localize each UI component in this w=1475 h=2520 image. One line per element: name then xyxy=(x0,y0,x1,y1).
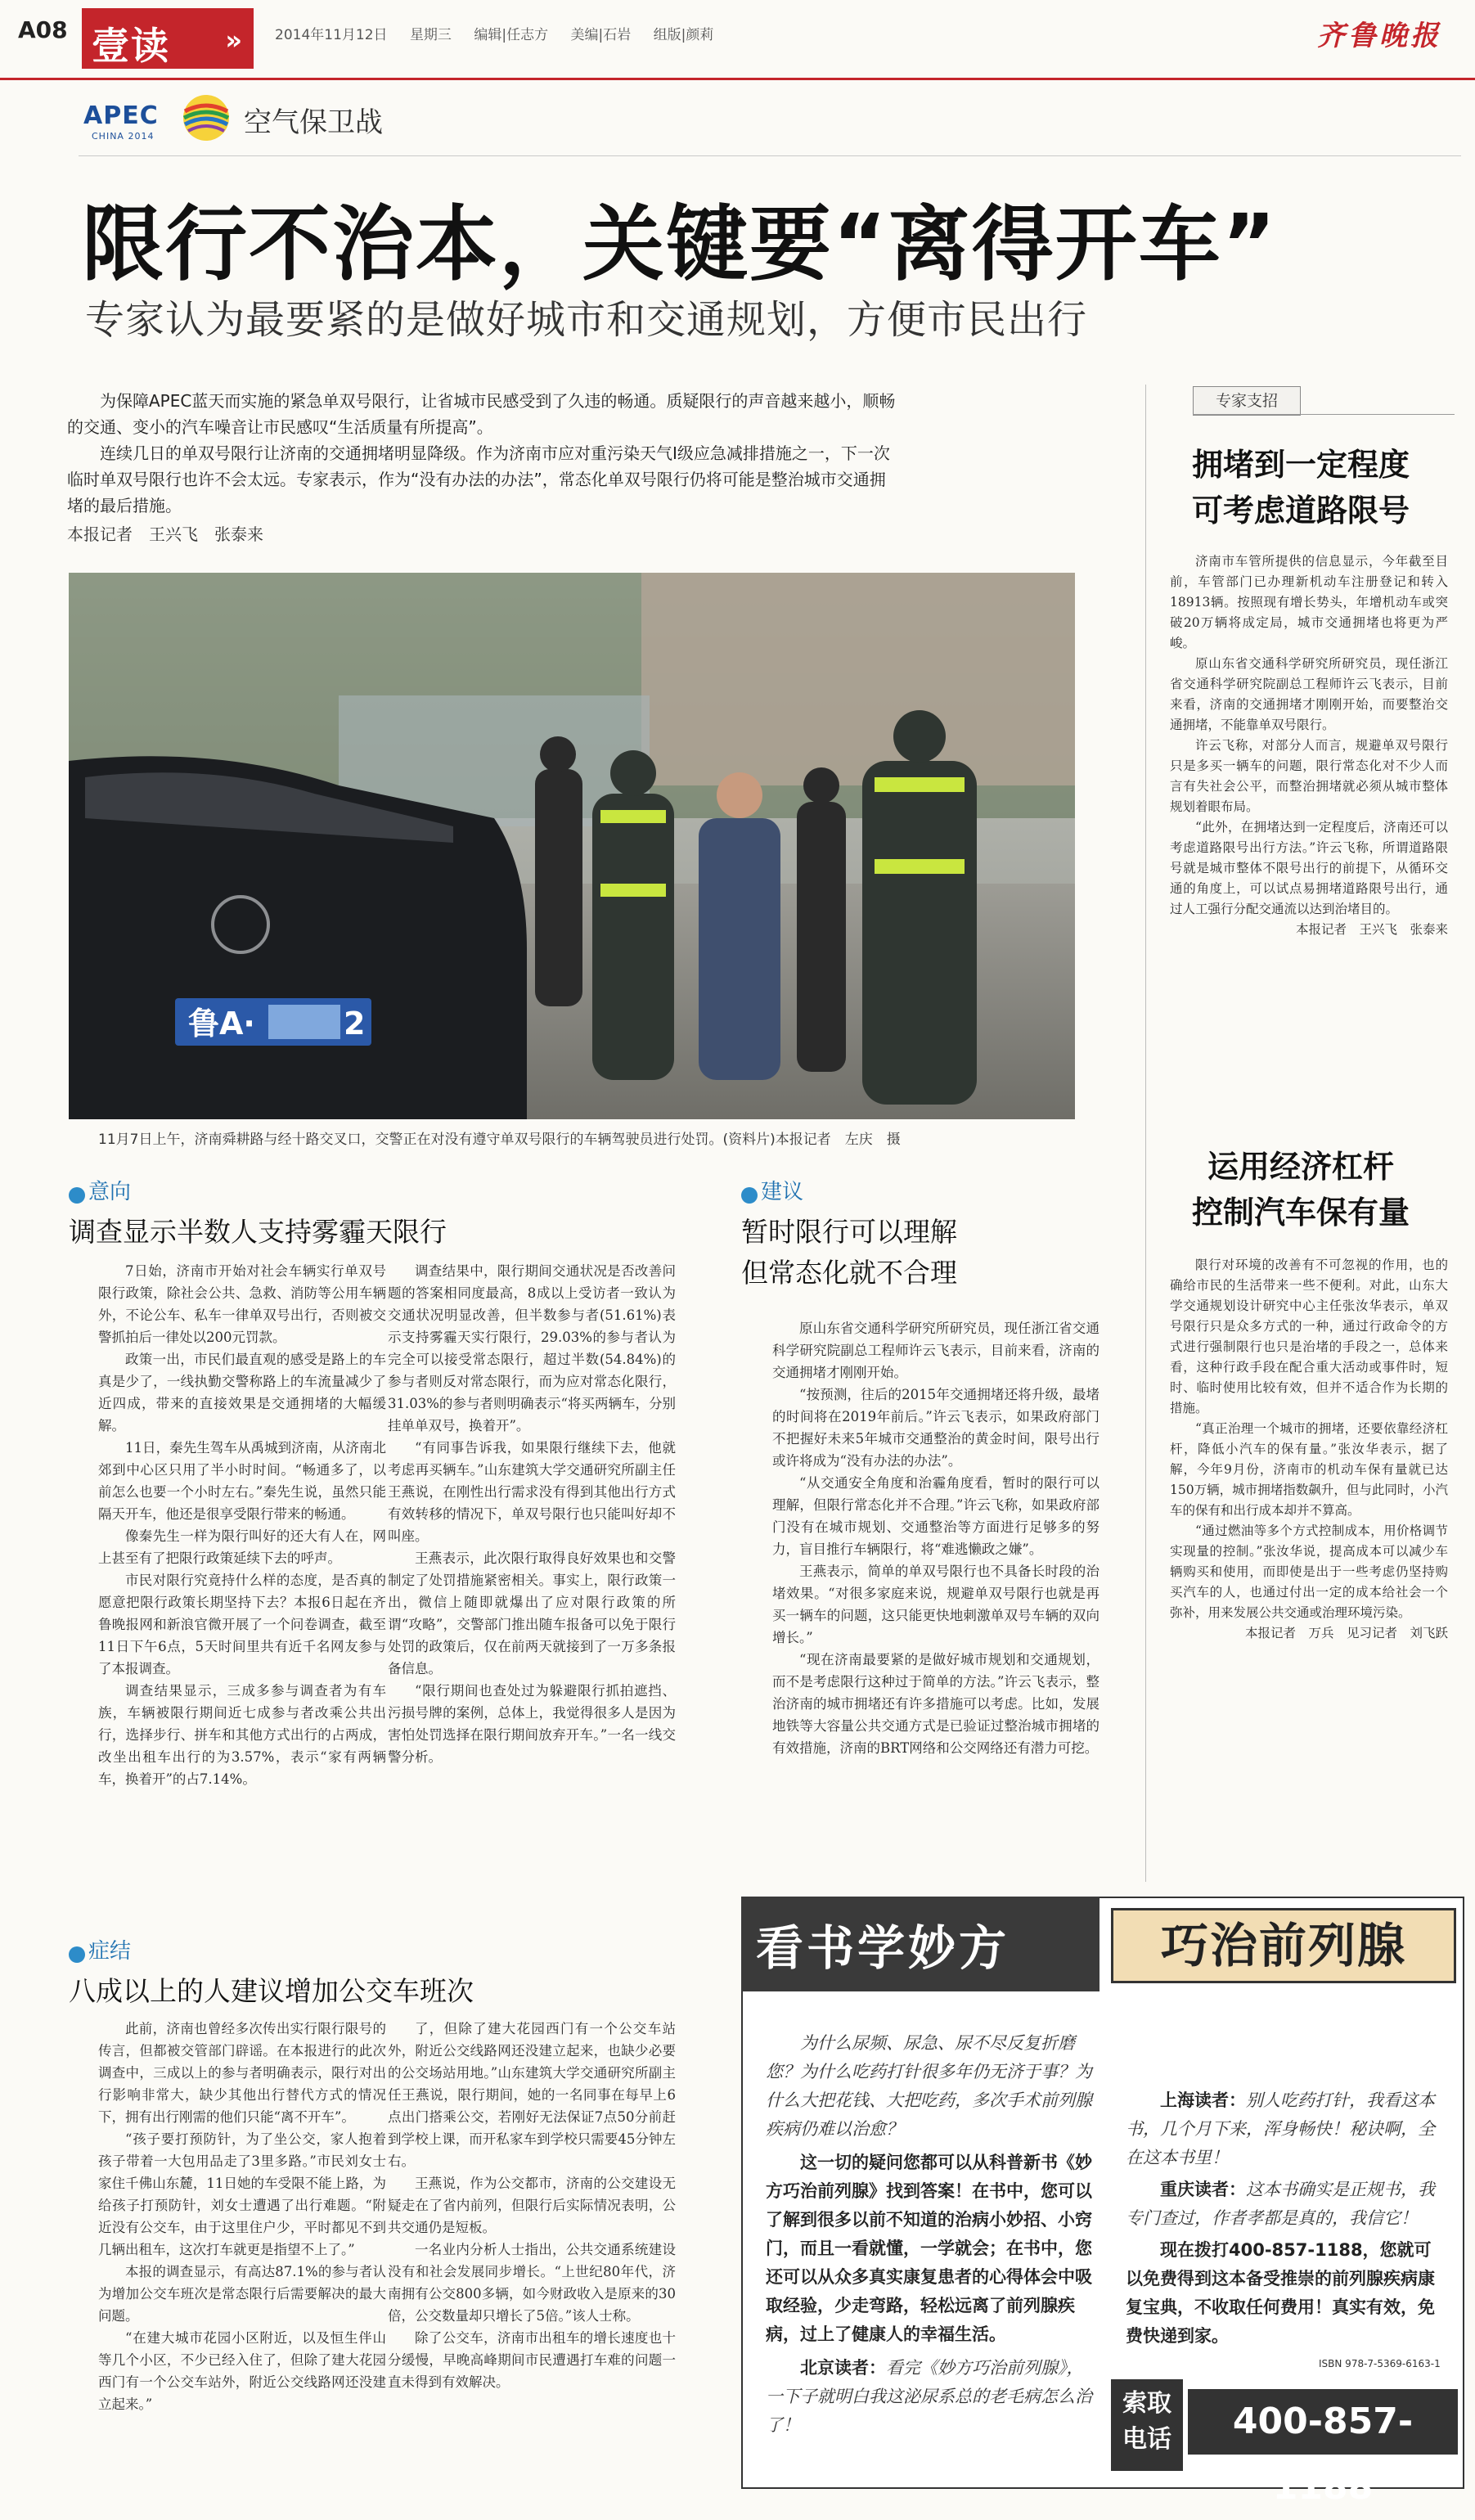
paragraph: 王燕表示，此次限行取得良好效果也和交警制定了处罚措施紧密相关。事实上，限行政策一出，微信上随即就爆出了应对限行政策的所谓“攻略”，交警部门推出随车报备可以免于限行处罚的政策后，仅在前两天就接到了一万多条报备信息。 xyxy=(388,1550,676,1676)
issue-designer: 美编|石岩 xyxy=(570,27,632,43)
ad-testimonial xyxy=(766,2354,1093,2440)
ad-offer: 现在拨打400-857-1188，您就可以免费得到这本备受推崇的前列腺疾病康复宝典，不收取任何费用！真实有效，免费快递到家。 xyxy=(1126,2240,1435,2346)
ad-isbn: ISBN 978-7-5369-6163-1 xyxy=(1319,2358,1441,2369)
photo-caption: 11月7日上午，济南舜耕路与经十路交叉口，交警正在对没有遵守单双号限行的车辆驾驶员进行处罚。(资料片)本报记者 左庆 摄 xyxy=(98,1132,901,1148)
license-plate-prefix: 鲁A· xyxy=(188,1006,255,1042)
sidebar-title-line: 运用经济杠杆 xyxy=(1207,1149,1394,1185)
paragraph: 王燕说，作为公交都市，济南的公交建设无疑走在了省内前列，但限行后实际情况表明，公共交通仍是短板。 xyxy=(388,2176,676,2235)
ad-intro: 为什么尿频、尿急、尿不尽反复折磨您？为什么吃药打针很多年仍无济于事？为什么大把花钱、大把吃药，多次手术前列腺疾病仍难以治愈？ xyxy=(766,2033,1092,2139)
ad-reader-name: 重庆读者： xyxy=(1160,2180,1246,2199)
paragraph: 调查结果中，限行期间交通状况是否改善问题的答案相同度最高，8成以上受访者一致认为交通状况明显改善，但半数参与者(51.61%)表示支持雾霾天实行限行，29.03%的参与者认为完全可以接受常态限行，超过半数(54.84%)的参与者则反对常态限行，而为应对常态化限行，31.03%的参与者则明确表示“将买两辆车，分别挂单单双号，换着开”。 xyxy=(388,1263,676,1433)
paragraph: 限行对环境的改善有不可忽视的作用，也的确给市民的生活带来一些不便利。对此，山东大学交通规划设计研究中心主任张汝华表示，单双号限行只是众多方式的一种，通过行政命令的方式进行强制限行也只是治堵的手段之一，总体来看，这种行政手段在配合重大活动或事件时，短时、临时使用比较有效，但并不适合作为长期的措施。 xyxy=(1170,1258,1448,1415)
section-label: 建议 xyxy=(761,1180,804,1204)
issue-weekday: 星期三 xyxy=(409,27,452,43)
sidebar-title-line: 可考虑道路限号 xyxy=(1191,493,1410,529)
ad-hotline-number[interactable]: 400-857-1188 xyxy=(1188,2389,1458,2455)
apec-logo-subtext: CHINA 2014 xyxy=(92,131,155,142)
section-label: 壹读 xyxy=(92,24,170,68)
paragraph: 除了公交车，济南市出租车的增长速度也十分缓慢，早晚高峰期间市民遭遇打车难的问题一直未得到有效解决。 xyxy=(388,2330,676,2390)
section-title: 调查显示半数人支持雾霾天限行 xyxy=(69,1216,447,1248)
issue-date: 2014年11月12日 xyxy=(275,27,388,43)
section-title: 八成以上的人建议增加公交车班次 xyxy=(69,1975,474,2007)
ad-testimonial xyxy=(1126,2086,1441,2172)
section-header-yixiang xyxy=(69,1175,131,1205)
article-column xyxy=(772,1317,1100,1759)
section-label: 症结 xyxy=(88,1939,132,1964)
sidebar-body xyxy=(1170,551,1448,940)
paragraph: 政策一出，市民们最直观的感受是路上的车真是少了，一线执勤交警称路上的车流量减少了近四成，带来的直接效果是交通拥堵的大幅缓解。 xyxy=(98,1352,386,1433)
paragraph: 许云飞称，对部分人而言，规避单双号限行只是多买一辆车的问题，限行常态化对不少人而言有失社会公平，而整治拥堵就必须从城市整体规划着眼布局。 xyxy=(1170,738,1448,814)
paragraph: 一名业内分析人士指出，公共交通系统建设没有和社会发展同步增长。“上世纪80年代，济南拥有公交800多辆，如今财政收入是原来的30倍，公交数量却只增长了5倍。”该人士称。 xyxy=(388,2242,676,2324)
subheadline: 专家认为最要紧的是做好城市和交通规划，方便市民出行 xyxy=(85,297,1088,343)
ad-column xyxy=(1126,2029,1441,2351)
paragraph: 了，但除了建大花园西门有一个公交车站外，附近公交线路网还没建立起来，也缺少必要的公交场站用地。”山东建筑大学交通研究所副主任王燕说，限行期间，她的一名同事在每早上6点出门搭乘公交，若刚好无法保证7点50分前赶到学校上课，而开私家车到学校只需要45分钟左右。 xyxy=(388,2021,676,2169)
ad-reader-name: 上海读者： xyxy=(1160,2090,1246,2110)
paragraph: 原山东省交通科学研究所研究员，现任浙江省交通科学研究院副总工程师许云飞表示，目前来看，济南的交通拥堵才刚刚开始，而要整治交通拥堵，不能靠单双号限行。 xyxy=(1170,656,1448,732)
license-plate-digit: 2 xyxy=(344,1006,366,1042)
paragraph: 济南市车管所提供的信息显示，今年截至目前，车管部门已办理新机动车注册登记和转入18913辆。按照现有增长势头，年增机动车或突破20万辆将成定局，城市交通拥堵也将更为严峻。 xyxy=(1170,554,1448,650)
byline: 本报记者 王兴飞 张泰来 xyxy=(1295,922,1448,937)
lead-text: 为保障APEC蓝天而实施的紧急单双号限行，让省城市民感受到了久违的畅通。质疑限行的声音越来越小，顺畅的交通、变小的汽车噪音让市民感叹“生活质量有所提高”。 xyxy=(67,391,896,437)
ad-testimonial xyxy=(1126,2176,1441,2233)
paragraph: “此外，在拥堵达到一定程度后，济南还可以考虑道路限号出行方法。”许云飞称，所谓道路限号就是城市整体不限号出行的前提下，从循环交通的角度上，可以试点易拥堵道路限号出行，通过人工强行分配交通流以达到治堵目的。 xyxy=(1170,820,1448,916)
paragraph: 调查结果显示，三成多参与调查者为有车族，车辆被限行期间近七成参与者改乘公共出行，选择步行、拼车和其他方式出行的占两成，改坐出租车出行的为3.57%，表示“家有两辆车，换着开”的占7.14%。 xyxy=(98,1683,386,1787)
tag-rule xyxy=(1193,414,1455,415)
paragraph: “限行期间也查处过为躲避限行抓拍遮挡、污损号牌的案例，总体上，我觉得很多人是因为害怕处罚选择在限行期间放弃开车。”一名一线交警分析。 xyxy=(388,1683,676,1765)
section-header-zhengjie xyxy=(69,1934,131,1964)
headline: 限行不治本，关键要“离得开车” xyxy=(82,196,1278,292)
ad-reader-quote: 别人吃药打针，我看这本书，几个月下来，浑身畅快！秘诀啊，全在这本书里！ xyxy=(1126,2090,1435,2167)
paragraph: 原山东省交通科学研究所研究员，现任浙江省交通科学研究院副总工程师许云飞表示，目前来看，济南的交通拥堵才刚刚开始。 xyxy=(772,1321,1100,1380)
issue-editor: 编辑|任志方 xyxy=(474,27,549,43)
ad-reader-quote: 看完《妙方巧治前列腺》，一下子就明白我这泌尿系总的老毛病怎么治了！ xyxy=(766,2358,1092,2435)
sidebar-title-line: 拥堵到一定程度 xyxy=(1191,447,1410,483)
byline: 本报记者 万兵 见习记者 刘飞跃 xyxy=(1244,1626,1448,1640)
paragraph: “真正治理一个城市的拥堵，还要依靠经济杠杆，降低小汽车的保有量。”张汝华表示，据了解，今年9月份，济南市的机动车保有量就已达150万辆，城市拥堵指数飙升，但与此同时，小汽车的保有和出行成本却并不算高。 xyxy=(1170,1421,1448,1518)
article-column xyxy=(388,1260,676,1768)
apec-logo-text: APEC xyxy=(83,101,159,130)
topic-label: 空气保卫战 xyxy=(244,106,383,139)
section-dot-icon xyxy=(741,1187,758,1204)
paragraph: “现在济南最要紧的是做好城市规划和交通规划，而不是考虑限行这种过于简单的方法。”许云飞表示，整治济南的城市拥堵还有许多措施可以考虑。比如，发展地铁等大容量公共交通方式是已验证过整治城市拥堵的有效措施，济南的BRT网络和公交网络还有潜力可挖。 xyxy=(772,1652,1100,1756)
sidebar-body xyxy=(1170,1255,1448,1644)
issue-meta xyxy=(275,23,731,43)
paragraph: 此前，济南也曾经多次传出实行限行限号的传言，但都被交管部门辟谣。在本报进行的此次调查中，三成以上的参与者明确表示，限行对出行影响非常大，缺少其他出行替代方式的情况下，拥有出行刚需的他们只能“离不开车”。 xyxy=(98,2021,386,2125)
article-column xyxy=(98,1260,386,1790)
section-label: 意向 xyxy=(88,1180,132,1204)
ad-hotline-label: 索取 电话 xyxy=(1111,2379,1183,2471)
section-title-line2: 但常态化就不合理 xyxy=(741,1257,957,1289)
column-divider xyxy=(1145,385,1146,1882)
paragraph: “孩子要打预防针，为了坐公交，家人抱着孩子带着一大包用品走了3里多路。”市民刘女士家住千佛山东麓，11日她的车受限不能上路，为给孩子打预防针，刘女士遭遇了出行难题。“附近没有公交车，由于这里住户少，平时都见不到几辆出租车，这次打车就更是指望不上了。” xyxy=(98,2131,386,2257)
lead-paragraph xyxy=(67,388,902,519)
article-column xyxy=(98,2018,386,2415)
header-rule xyxy=(0,78,1475,80)
news-photo xyxy=(69,573,1075,1119)
paragraph: 本报的调查显示，有高达87.1%的参与者认为增加公交车班次是常态限行后需要解决的最大问题。 xyxy=(98,2264,386,2324)
double-chevron-icon: » xyxy=(225,25,242,56)
section-header-jianyi xyxy=(741,1175,803,1205)
ad-main-text: 这一切的疑问您都可以从科普新书《妙方巧治前列腺》找到答案！在书中，您可以了解到很多以前不知道的治病小妙招、小窍门，而且一看就懂，一学就会；在书中，您还可以从众多真实康复患者的心得体会中吸取经验，少走弯路，轻松远离了前列腺疾病，过上了健康人的幸福生活。 xyxy=(766,2153,1092,2344)
topic-rule xyxy=(79,155,1461,156)
paragraph: “在建大城市花园小区附近，以及恒生伴山等几个小区，不少已经入住了，但除了建大花园西门有一个公交车站外，附近公交线路网还没建立起来。” xyxy=(98,2330,386,2412)
expert-advice-tag: 专家支招 xyxy=(1193,386,1301,416)
section-title: 暂时限行可以理解 xyxy=(741,1216,957,1248)
paragraph: “有同事告诉我，如果限行继续下去，他就考虑再买辆车。”山东建筑大学交通研究所副主任王燕说，在刚性出行需求没有得到其他出行方式有效转移的情况下，单双号限行也只能叫好却不叫座。 xyxy=(388,1440,676,1544)
sidebar-title-line: 控制汽车保有量 xyxy=(1191,1195,1410,1231)
ad-title-right: 巧治前列腺 xyxy=(1111,1908,1456,1983)
paragraph: 7日始，济南市开始对社会车辆实行单双号限行政策，除社会公共、急救、消防等公用车辆外，不论公车、私车一律单双号出行，否则被交警抓拍后一律处以200元罚款。 xyxy=(98,1263,386,1345)
section-dot-icon xyxy=(69,1946,85,1963)
ad-title-left: 看书学妙方 xyxy=(756,1920,1010,1976)
paragraph: “从交通安全角度和治霾角度看，暂时的限行可以理解，但限行常态化并不合理。”许云飞称，如果政府部门没有在城市规划、交通整治等方面进行足够多的努力，盲目推行车辆限行，将“难逃懒政之嫌”。 xyxy=(772,1475,1100,1557)
sidebar-title xyxy=(1153,1144,1448,1235)
ad-reader-name: 北京读者： xyxy=(800,2358,886,2378)
section-banner xyxy=(82,8,254,69)
ad-column xyxy=(766,2029,1093,2440)
sidebar-title xyxy=(1153,442,1448,533)
ad-reader-quote: 这本书确实是正规书，我专门查过，作者孝都是真的，我信它！ xyxy=(1126,2180,1435,2228)
paragraph: 像秦先生一样为限行叫好的还大有人在，网上甚至有了把限行政策延续下去的呼声。 xyxy=(98,1528,386,1566)
newspaper-logo: 齐鲁晚报 xyxy=(1317,20,1441,52)
paragraph: “按预测，往后的2015年交通拥堵还将升级，最堵的时间将在2019年前后。”许云飞表示，如果政府部门不把握好未来5年城市交通整治的黄金时间，限号出行或许将成为“没有办法的办法”。 xyxy=(772,1387,1100,1469)
paragraph: “通过燃油等多个方式控制成本，用价格调节实现量的控制。”张汝华说，提高成本可以减少车辆购买和使用，而即使是出于一些考虑仍坚持购买汽车的人，也通过付出一定的成本给社会一个弥补，用来发展公共交通或治理环境污染。 xyxy=(1170,1523,1448,1620)
apec-swirl-icon xyxy=(180,92,232,144)
article-column xyxy=(388,2018,676,2393)
plate-blur-mosaic xyxy=(268,1005,340,1039)
paragraph: 市民对限行究竟持什么样的态度，是否真的愿意把限行政策长期坚持下去？本报6日起在齐鲁晚报网和新浪官微开展了一个问卷调查，截至11日下午6点，5天时间里共有近千名网友参与了本报调查。 xyxy=(98,1573,386,1676)
paragraph: 11日，秦先生驾车从禹城到济南，从济南北郊到中心区只用了半小时时间。“畅通多了，以前怎么也要一个小时左右。”秦先生说，虽然只能隔天开车，他还是很享受限行带来的畅通。 xyxy=(98,1440,386,1522)
page-number: A08 xyxy=(18,16,68,43)
lead-text: 连续几日的单双号限行让济南的交通拥堵明显降级。作为济南市应对重污染天气Ⅰ级应急减排措施之一，下一次临时单双号限行也许不会太远。专家表示，作为“没有办法的办法”，常态化单双号限行仍将可能是整治城市交通拥堵的最后措施。 xyxy=(67,443,890,515)
issue-proofreader: 组版|颜莉 xyxy=(653,27,714,43)
paragraph: 王燕表示，简单的单双号限行也不具备长时段的治堵效果。“对很多家庭来说，规避单双号限行也就是再买一辆车的问题，这只能更快地刺激单双号车辆的双向增长。” xyxy=(772,1564,1100,1645)
section-dot-icon xyxy=(69,1187,85,1204)
byline: 本报记者 王兴飞 张泰来 xyxy=(67,524,263,544)
